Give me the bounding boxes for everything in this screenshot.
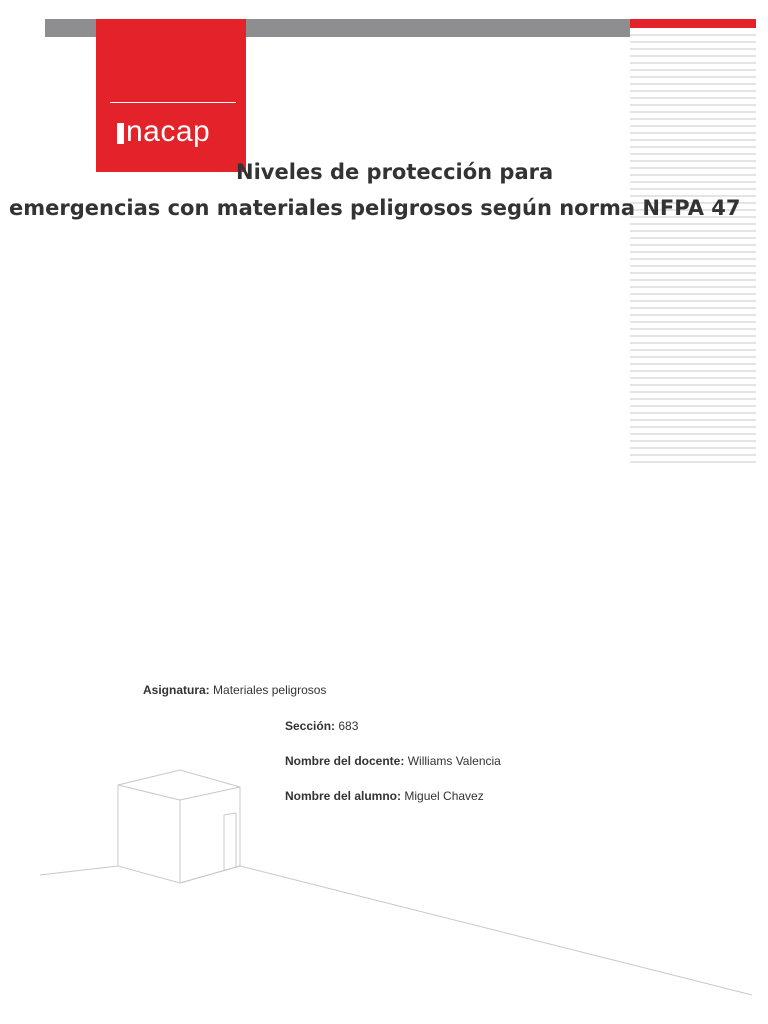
field-asignatura bbox=[143, 683, 326, 697]
inacap-logo: nacap bbox=[126, 115, 211, 148]
field-asignatura-value: Materiales peligrosos bbox=[213, 683, 327, 697]
field-alumno-value: Miguel Chavez bbox=[404, 789, 484, 803]
field-docente-value: Williams Valencia bbox=[407, 754, 501, 768]
floor-line-right bbox=[240, 866, 752, 995]
door-outline bbox=[224, 813, 236, 870]
box-outline bbox=[118, 770, 240, 883]
title-line-2: emergencias con materiales peligrosos según norma NFPA 47 bbox=[9, 196, 741, 220]
field-docente-label: Nombre del docente: bbox=[285, 754, 405, 768]
field-alumno bbox=[285, 789, 484, 803]
floor-line-left bbox=[40, 866, 118, 875]
field-alumno-label: Nombre del alumno: bbox=[285, 789, 402, 803]
field-docente bbox=[285, 754, 501, 768]
field-seccion-value: 683 bbox=[338, 719, 359, 733]
field-seccion-label: Sección: bbox=[285, 719, 336, 733]
field-asignatura-label: Asignatura: bbox=[143, 683, 210, 697]
title-line-1: Niveles de protección para bbox=[236, 160, 554, 184]
field-seccion bbox=[285, 719, 358, 733]
